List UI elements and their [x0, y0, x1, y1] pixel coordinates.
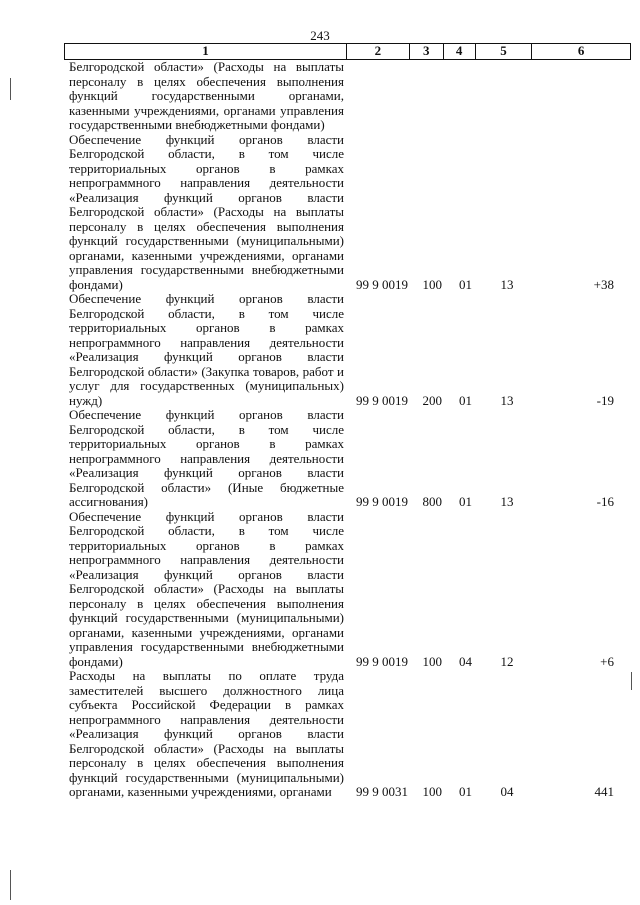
row-vr: 800 [422, 494, 442, 509]
header-col-1: 1 [65, 44, 347, 59]
row-pr: 13 [500, 494, 514, 509]
row-pr: 13 [500, 392, 514, 408]
row-code: 99 9 0019 [356, 276, 408, 292]
table-row [64, 510, 631, 670]
table-row [64, 133, 631, 293]
header-col-3: 3 [410, 44, 444, 59]
scan-margin-mark [10, 870, 11, 900]
row-vr: 200 [422, 392, 442, 408]
table-row [64, 292, 631, 408]
row-code: 99 9 0019 [356, 494, 408, 509]
header-col-2: 2 [347, 44, 410, 59]
row-code: 99 9 0019 [356, 653, 408, 669]
table-row [64, 408, 631, 510]
page-number: 243 [310, 28, 330, 43]
row-code: 99 9 0031 [356, 784, 408, 799]
row-vr: 100 [422, 784, 442, 799]
row-sum: +6 [600, 653, 614, 669]
row-rz: 01 [459, 276, 472, 292]
row-pr: 13 [500, 276, 514, 292]
row-description: Обеспечение функций органов власти Белгородской области, в том числе территориальных органов в рамках непрограммного направления деятельности «Реализация функций органов власти Белгородской области» (Расходы на выплаты персоналу в целях обеспечения выполнения функций государственными (муниципальными) органами, казенными учреждениями, органами управления государственными внебюджетными фондами) [69, 508, 344, 669]
row-rz: 01 [459, 784, 472, 799]
row-sum: +38 [593, 276, 614, 292]
table-header [64, 43, 631, 60]
row-description: Обеспечение функций органов власти Белгородской области, в том числе территориальных органов в рамках непрограммного направления деятельности «Реализация функций органов власти Белгородской области» (Закупка товаров, работ и услуг для государственных (муниципальных) нужд) [69, 291, 344, 408]
row-sum: -19 [596, 392, 614, 408]
row-description: Расходы на выплаты по оплате труда заместителей высшего должностного лица субъекта Российской Федерации в рамках непрограммного направления деятельности «Реализация функций органов власти Белгородской области» (Расходы на выплаты персоналу в целях обеспечения выполнения функций государственными (муниципальными) органами, казенными учреждениями, органами [69, 668, 344, 799]
row-code: 99 9 0019 [356, 392, 408, 408]
table-row [64, 669, 631, 800]
row-rz: 01 [459, 494, 472, 509]
header-col-6: 6 [577, 43, 585, 58]
row-description: Обеспечение функций органов власти Белгородской области, в том числе территориальных органов в рамках непрограммного направления деятельности «Реализация функций органов власти Белгородской области» (Иные бюджетные ассигнования) [69, 407, 344, 509]
row-rz: 04 [459, 653, 472, 669]
scan-margin-mark [631, 672, 632, 690]
row-description: Обеспечение функций органов власти Белгородской области, в том числе территориальных органов в рамках непрограммного направления деятельности «Реализация функций органов власти Белгородской области» (Расходы на выплаты персоналу в целях обеспечения выполнения функций государственными (муниципальными) органами, казенными учреждениями, органами управления государственными внебюджетными фондами) [69, 131, 344, 292]
row-description: Белгородской области» (Расходы на выплаты персоналу в целях обеспечения выполнения функций государственными органами, казенными учреждениями, органами управления государственными внебюджетными фондами) [69, 59, 344, 132]
row-sum: -16 [596, 494, 614, 509]
row-vr: 100 [422, 276, 442, 292]
header-col-5: 5 [476, 44, 533, 59]
row-pr: 12 [500, 653, 514, 669]
row-sum: 441 [594, 784, 614, 799]
scan-margin-mark [10, 78, 11, 100]
header-col-4: 4 [444, 44, 476, 59]
table-body [64, 60, 631, 800]
row-vr: 100 [422, 653, 442, 669]
row-rz: 01 [459, 392, 472, 408]
table-row [64, 60, 631, 133]
row-pr: 04 [500, 784, 514, 799]
